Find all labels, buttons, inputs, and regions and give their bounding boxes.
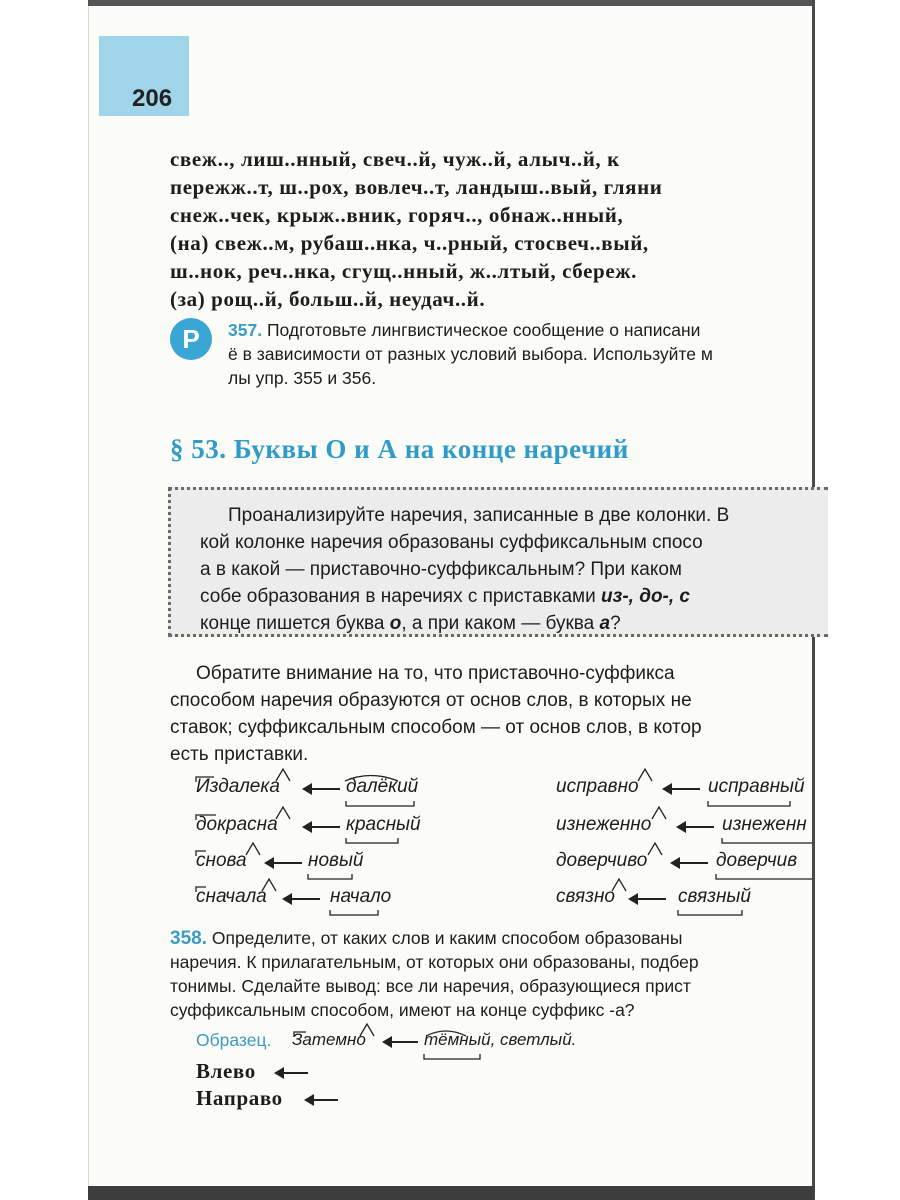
example-source: исправный (708, 776, 805, 797)
intro-line-5: ш..нок, реч..нка, сгущ..нный, ж..лтый, сбереж. (170, 259, 637, 283)
example-adverb: сначала (196, 886, 267, 907)
task-letter-a: а (599, 613, 611, 634)
arrow-icon (384, 1041, 418, 1043)
sample-adverb: Затемно (292, 1030, 366, 1049)
exercise-357-number: 357. (228, 320, 263, 340)
base-mark (678, 910, 742, 915)
exercise-358-number: 358. (170, 928, 207, 949)
exercise-358-line-3: тонимы. Сделайте вывод: все ли наречия, образующиеся прист (170, 976, 691, 996)
base-mark (424, 1054, 480, 1059)
suffix-mark (262, 879, 276, 891)
prefix-mark (196, 851, 206, 856)
prefix-mark (196, 815, 216, 820)
example-source: красный (346, 814, 421, 835)
example-adverb: связно (556, 886, 616, 907)
exercise-357-line-3: лы упр. 355 и 356. (228, 368, 377, 388)
example-adverb: исправно (556, 776, 639, 797)
task-line-5-text-b: , а при каком — буква (401, 613, 600, 634)
suffix-mark (638, 769, 652, 781)
prefix-mark (196, 887, 206, 892)
task-line-1: Проанализируйте наречия, записанные в две колонки. В (228, 505, 730, 526)
base-mark (716, 874, 812, 879)
sample-source-word: тёмный (424, 1030, 491, 1049)
suffix-mark (276, 769, 290, 781)
arrow-icon (306, 1099, 338, 1101)
task-letter-o: о (389, 613, 402, 634)
root-mark (345, 776, 398, 782)
suffix-mark (652, 807, 666, 819)
intro-line-2: пережж..т, ш..рох, вовлеч..т, ландыш..вый, гляни (170, 175, 663, 199)
base-mark (722, 838, 812, 843)
arrow-icon (276, 1072, 308, 1074)
intro-line-3: снеж..чек, крыж..вник, горяч.., обнаж..нный, (170, 203, 624, 227)
rule-line-1: Обратите внимание на то, что приставочно-суффикса (196, 663, 675, 684)
prefix-mark (196, 777, 214, 782)
task-line-4-prefixes: из-, до-, с (601, 586, 691, 607)
base-mark (308, 874, 352, 879)
example-source: связный (678, 886, 751, 907)
suffix-mark (276, 807, 290, 819)
example-adverb: Издалека (196, 776, 280, 797)
rule-line-4: есть приставки. (170, 744, 309, 765)
exercise-357-text: Подготовьте лингвистическое сообщение о написани (266, 320, 701, 340)
task-line-3: а в какой — приставочно-суффиксальным? При каком (200, 559, 682, 580)
exercise-358-line-4: суффиксальным способом, имеют на конце суффикс -а? (170, 1000, 635, 1020)
exercise-357-line-2: ё в зависимости от разных условий выбора. Используйте м (228, 344, 713, 364)
example-source: начало (330, 886, 392, 907)
intro-line-1: свеж.., лиш..нный, свеч..й, чуж..й, алыч..й, к (170, 147, 620, 171)
exercise-358-line-2: наречия. К прилагательным, от которых они образованы, подбер (170, 952, 699, 972)
task-word: Влево (196, 1059, 256, 1083)
sample-line (196, 1030, 271, 1051)
base-mark (330, 910, 378, 915)
base-mark (346, 838, 398, 843)
example-source: доверчив (716, 850, 798, 871)
section-heading: § 53. Буквы О и А на конце наречий (170, 434, 629, 464)
base-mark (708, 801, 790, 806)
intro-line-4: (на) свеж..м, рубаш..нка, ч..рный, стосвеч..вый, (170, 231, 649, 255)
task-word: Направо (196, 1086, 283, 1110)
example-source: новый (308, 850, 364, 871)
rule-line-2: способом наречия образуются от основ слов, в которых не (170, 690, 692, 711)
task-line-4-text: собе образования в наречиях с приставками (200, 586, 602, 607)
example-adverb: докрасна (196, 814, 278, 835)
task-line-5-text-a: конце пишется буква (200, 613, 390, 634)
intro-line-6: (за) рощ..й, больш..й, неудач..й. (170, 287, 486, 311)
task-line-2: кой колонке наречия образованы суффиксальным спосо (200, 532, 703, 553)
example-adverb: доверчиво (556, 850, 648, 871)
page-number: 206 (132, 85, 173, 112)
sample-rest: , светлый. (490, 1030, 577, 1049)
example-source: изнеженн (722, 814, 807, 835)
base-mark (346, 801, 414, 806)
example-source: далёкий (346, 776, 419, 797)
exercise-358-line-1 (170, 928, 682, 950)
sample-label: Образец. (196, 1030, 272, 1050)
example-adverb: снова (196, 850, 247, 871)
example-adverb: изнеженно (556, 814, 652, 835)
sample-source (424, 1030, 576, 1050)
suffix-mark (648, 843, 662, 855)
speech-badge-icon: Р (170, 318, 212, 360)
rule-line-3: ставок; суффиксальным способом — от основ слов, в котор (170, 717, 702, 738)
task-line-5-text-c: ? (610, 613, 621, 634)
suffix-mark (612, 879, 626, 891)
suffix-mark (246, 843, 260, 855)
exercise-358-text: Определите, от каких слов и каким способом образованы (211, 928, 683, 948)
